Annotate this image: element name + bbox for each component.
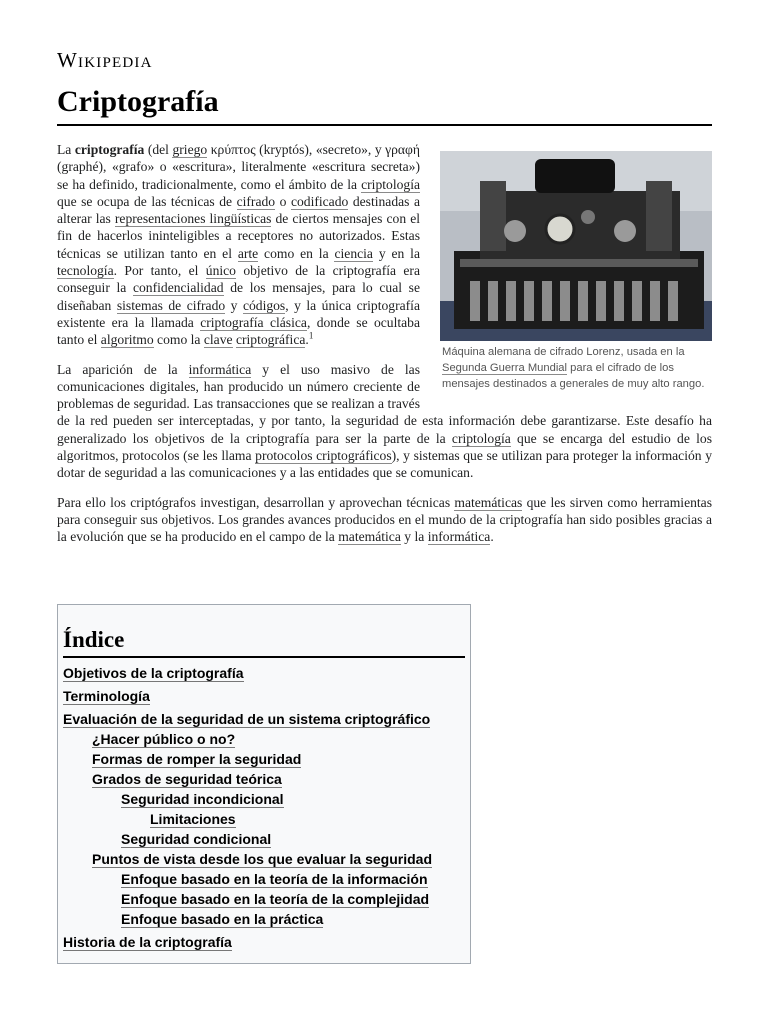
text-run: . Por tanto, el	[113, 263, 206, 279]
page-title: Criptografía	[57, 83, 712, 126]
text-run: κρύπτος (kryptós), «secreto», y γραφή (graphé), «grafo» o «escritura», literalmente «escritura secreta») se ha definido, tradicionalmente, como el ámbito de la	[57, 142, 420, 192]
bold-term: criptografía	[74, 142, 145, 157]
article-link[interactable]: protocolos criptográficos	[255, 448, 392, 464]
toc-item-label[interactable]: Enfoque basado en la práctica	[121, 911, 324, 927]
text-run: , y la única criptografía existente era la llamada	[57, 297, 420, 330]
toc-item[interactable]	[121, 891, 465, 908]
toc-item[interactable]	[92, 751, 465, 768]
text-run: o	[275, 193, 291, 209]
article-link[interactable]: confidencialidad	[132, 280, 224, 296]
text-run: objetivo de la criptografía era conseguir la	[57, 263, 420, 296]
article-link[interactable]: único	[205, 263, 236, 279]
text-run: , donde se ocultaba tanto el	[57, 314, 421, 348]
toc-item[interactable]	[92, 771, 465, 848]
article-body	[57, 141, 712, 558]
text-run: y en la	[372, 245, 420, 261]
text-run: y la	[400, 529, 428, 545]
article-link[interactable]: matemáticas	[454, 494, 523, 510]
toc-item[interactable]	[63, 711, 465, 928]
text-run: que les sirven como herramientas para conseguir sus objetivos. Los grandes avances producidos en el mundo de la criptografía han sido posibles gracias a la evolución que se ha producido en el campo de la	[57, 494, 713, 545]
text-run: .	[305, 332, 309, 348]
wikipedia-wordmark[interactable]: Wikipedia	[57, 48, 153, 72]
lead-figure	[440, 151, 712, 392]
toc-title: Índice	[63, 626, 465, 658]
toc-item-label[interactable]: Seguridad incondicional	[121, 791, 284, 807]
toc-item[interactable]	[121, 871, 465, 888]
text-run: (del	[144, 142, 173, 157]
article-link[interactable]: informática	[188, 361, 252, 377]
toc-item-label[interactable]: Objetivos de la criptografía	[63, 665, 244, 681]
toc-item[interactable]	[63, 665, 465, 682]
lorenz-machine-image[interactable]	[440, 151, 712, 341]
article-link[interactable]: representaciones lingüísticas	[114, 211, 272, 227]
toc-sublist	[63, 731, 465, 928]
text-run: que se encarga del estudio de los algoritmos, protocolos (se les llama	[57, 430, 712, 464]
text-run: y el uso masivo de las comunicaciones digitales, han producido un número creciente de problemas de seguridad. Las transacciones que se realizan a través de la red pueden ser interceptadas, y por tanto, la seguridad de esta información debe garantizarse. Este desafío ha generalizado los objetivos de la criptografía para ser la parte de la	[57, 361, 712, 446]
text-run: como en la	[258, 245, 335, 261]
caption-link[interactable]: Segunda Guerra Mundial	[442, 362, 568, 374]
text-run: Para ello los criptógrafos investigan, desarrollan y aprovechan técnicas	[57, 494, 455, 510]
caption-text-end: para el cifrado de los mensajes destinados a generales de muy alto rango.	[442, 362, 705, 390]
toc-item[interactable]	[150, 811, 465, 828]
article-link[interactable]: criptografía clásica	[200, 314, 307, 330]
article-link[interactable]: griego	[172, 142, 208, 157]
article-link[interactable]: informática	[427, 529, 491, 545]
caption-text: Máquina alemana de cifrado Lorenz, usada en la	[442, 346, 685, 358]
text-run: como la	[153, 332, 204, 348]
toc-sublist	[92, 791, 465, 848]
text-run: de los mensajes, para lo cual se diseñaban	[57, 280, 420, 313]
text-run: destinadas a alterar las	[57, 193, 421, 227]
toc-item[interactable]	[92, 851, 465, 928]
article-link[interactable]: cifrado	[236, 193, 276, 209]
toc-item-label[interactable]: Formas de romper la seguridad	[92, 751, 302, 767]
toc-list	[63, 665, 465, 951]
article-link[interactable]: criptología	[451, 430, 511, 446]
toc-item[interactable]	[92, 731, 465, 748]
article-link[interactable]: arte	[237, 245, 259, 261]
toc-item-label[interactable]: Grados de seguridad teórica	[92, 771, 282, 787]
toc-item[interactable]	[121, 911, 465, 928]
article-link[interactable]: algoritmo	[100, 332, 154, 348]
toc-item-label[interactable]: Terminología	[63, 688, 150, 704]
toc-item-label[interactable]: Evaluación de la seguridad de un sistema criptográfico	[63, 711, 431, 727]
toc-item-label[interactable]: Historia de la criptografía	[63, 934, 232, 950]
toc-item-label[interactable]: Limitaciones	[150, 811, 236, 827]
toc-item-label[interactable]: Seguridad condicional	[121, 831, 272, 847]
article-link[interactable]: clave	[203, 332, 233, 348]
article-link[interactable]: sistemas de cifrado	[116, 297, 226, 313]
text-run: .	[490, 529, 494, 545]
toc-item[interactable]	[121, 791, 465, 828]
toc-item-label[interactable]: ¿Hacer público o no?	[92, 731, 236, 747]
figure-caption	[440, 341, 712, 392]
table-of-contents	[57, 604, 471, 964]
text-run: ), y sistemas que se utilizan para proteger la información y dotar de seguridad a las comunicaciones y a las entidades que se comunican.	[57, 448, 712, 481]
toc-item-label[interactable]: Enfoque basado en la teoría de la complejidad	[121, 891, 430, 907]
article-link[interactable]: códigos	[242, 297, 286, 313]
article-link[interactable]: codificado	[290, 193, 349, 209]
text-run: La	[57, 142, 75, 157]
toc-sublist	[121, 811, 465, 828]
toc-item[interactable]	[63, 934, 465, 951]
toc-sublist	[92, 871, 465, 928]
toc-item-label[interactable]: Puntos de vista desde los que evaluar la seguridad	[92, 851, 432, 867]
article-link[interactable]: ciencia	[334, 245, 373, 261]
article-link[interactable]: matemática	[338, 529, 401, 545]
article-link[interactable]: tecnología	[57, 263, 114, 279]
toc-item[interactable]	[63, 688, 465, 705]
text-run: de ciertos mensajes con el fin de hacerlos ininteligibles a receptores no autorizados. Estas técnicas se utilizan tanto en el	[57, 211, 420, 261]
article-link[interactable]: criptográfica	[235, 332, 306, 348]
article-link[interactable]: criptología	[361, 176, 420, 192]
toc-item-label[interactable]: Enfoque basado en la teoría de la información	[121, 871, 428, 887]
paragraph	[57, 494, 712, 546]
toc-item[interactable]	[121, 831, 465, 848]
text-run: que se ocupa de las técnicas de	[57, 193, 237, 209]
reference-marker[interactable]: 1	[308, 330, 314, 341]
text-run: y	[225, 297, 243, 313]
text-run: La aparición de la	[57, 361, 189, 377]
